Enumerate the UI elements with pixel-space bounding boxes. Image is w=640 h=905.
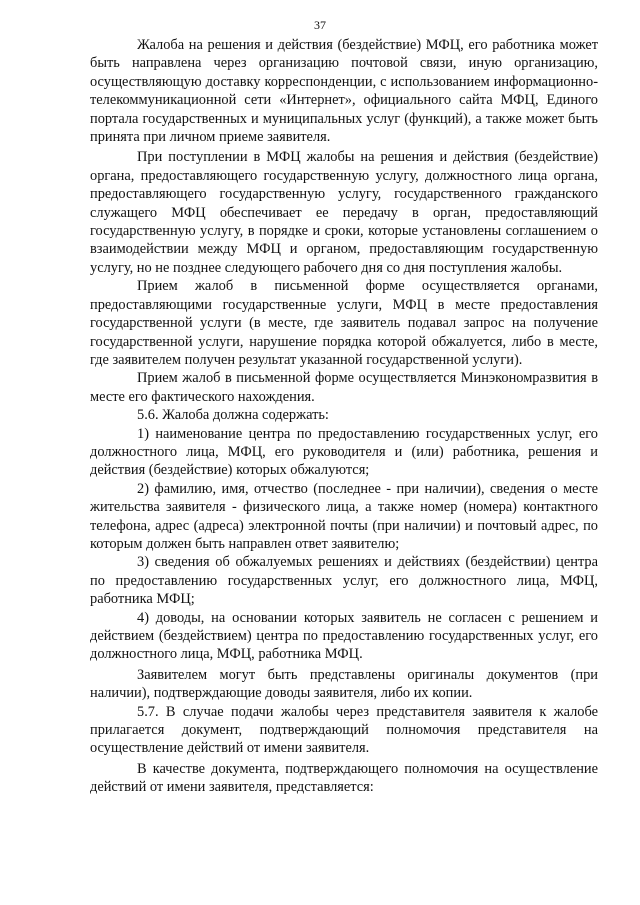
paragraph: Жалоба на решения и действия (бездействие) МФЦ, его работника может быть направлена через организацию почтовой связи, иную организацию, осуществляющую доставку корреспонденции, с использованием информационно-телекоммуникационной сети «Интернет», официального сайта МФЦ, Единого портала государственных и муниципальных услуг (функций), а также может быть принята при личном приеме заявителя. bbox=[90, 37, 598, 146]
list-item: 1) наименование центра по предоставлению государственных услуг, его должностного лица, МФЦ, его руководителя и (или) работника, решения и действия (бездействие) которых обжалуются; bbox=[90, 425, 598, 479]
list-item: 4) доводы, на основании которых заявитель не согласен с решением и действием (бездействием) центра по предоставлению государственных услуг, его должностного лица, МФЦ, работника МФЦ. bbox=[90, 609, 598, 663]
page-number: 37 bbox=[314, 18, 326, 32]
paragraph: 5.7. В случае подачи жалобы через представителя заявителя к жалобе прилагается документ, подтверждающий полномочия представителя на осуществление действий от имени заявителя. bbox=[90, 703, 598, 757]
list-item: 3) сведения об обжалуемых решениях и действиях (бездействии) центра по предоставлению государственных услуг, его должностного лица, МФЦ, работника МФЦ; bbox=[90, 554, 598, 608]
paragraph: Прием жалоб в письменной форме осуществляется Минэкономразвития в месте его фактического нахождения. bbox=[90, 370, 598, 405]
document-body bbox=[90, 36, 598, 797]
paragraph: Прием жалоб в письменной форме осуществляется органами, предоставляющими государственные услуги, МФЦ в месте предоставления государственной услуги (в месте, где заявитель подавал запрос на получение государственной услуги, нарушение порядка которой обжалуется, либо в месте, где заявителем получен результат указанной государственной услуги). bbox=[90, 278, 598, 368]
paragraph: Заявителем могут быть представлены оригиналы документов (при наличии), подтверждающие доводы заявителя, либо их копии. bbox=[90, 666, 598, 702]
paragraph: При поступлении в МФЦ жалобы на решения и действия (бездействие) органа, предоставляющего государственную услугу, должностного лица органа, предоставляющего государственную услугу, государственного гражданского служащего МФЦ обеспечивает ее передачу в орган, предоставляющий государственную услугу, в порядке и сроки, которые установлены соглашением о взаимодействии между МФЦ и органом, предоставляющим государственную услугу, но не позднее следующего рабочего дня со дня поступления жалобы. bbox=[90, 149, 598, 276]
paragraph: В качестве документа, подтверждающего полномочия на осуществление действий от имени заявителя, представляется: bbox=[90, 760, 598, 796]
section-heading: 5.6. Жалоба должна содержать: bbox=[137, 407, 329, 424]
list-item: 2) фамилию, имя, отчество (последнее - при наличии), сведения о месте жительства заявителя - физического лица, а также номер (номера) контактного телефона, адрес (адреса) электронной почты (при наличии) и почтовый адрес, по которым должен быть направлен ответ заявителю; bbox=[90, 480, 598, 552]
